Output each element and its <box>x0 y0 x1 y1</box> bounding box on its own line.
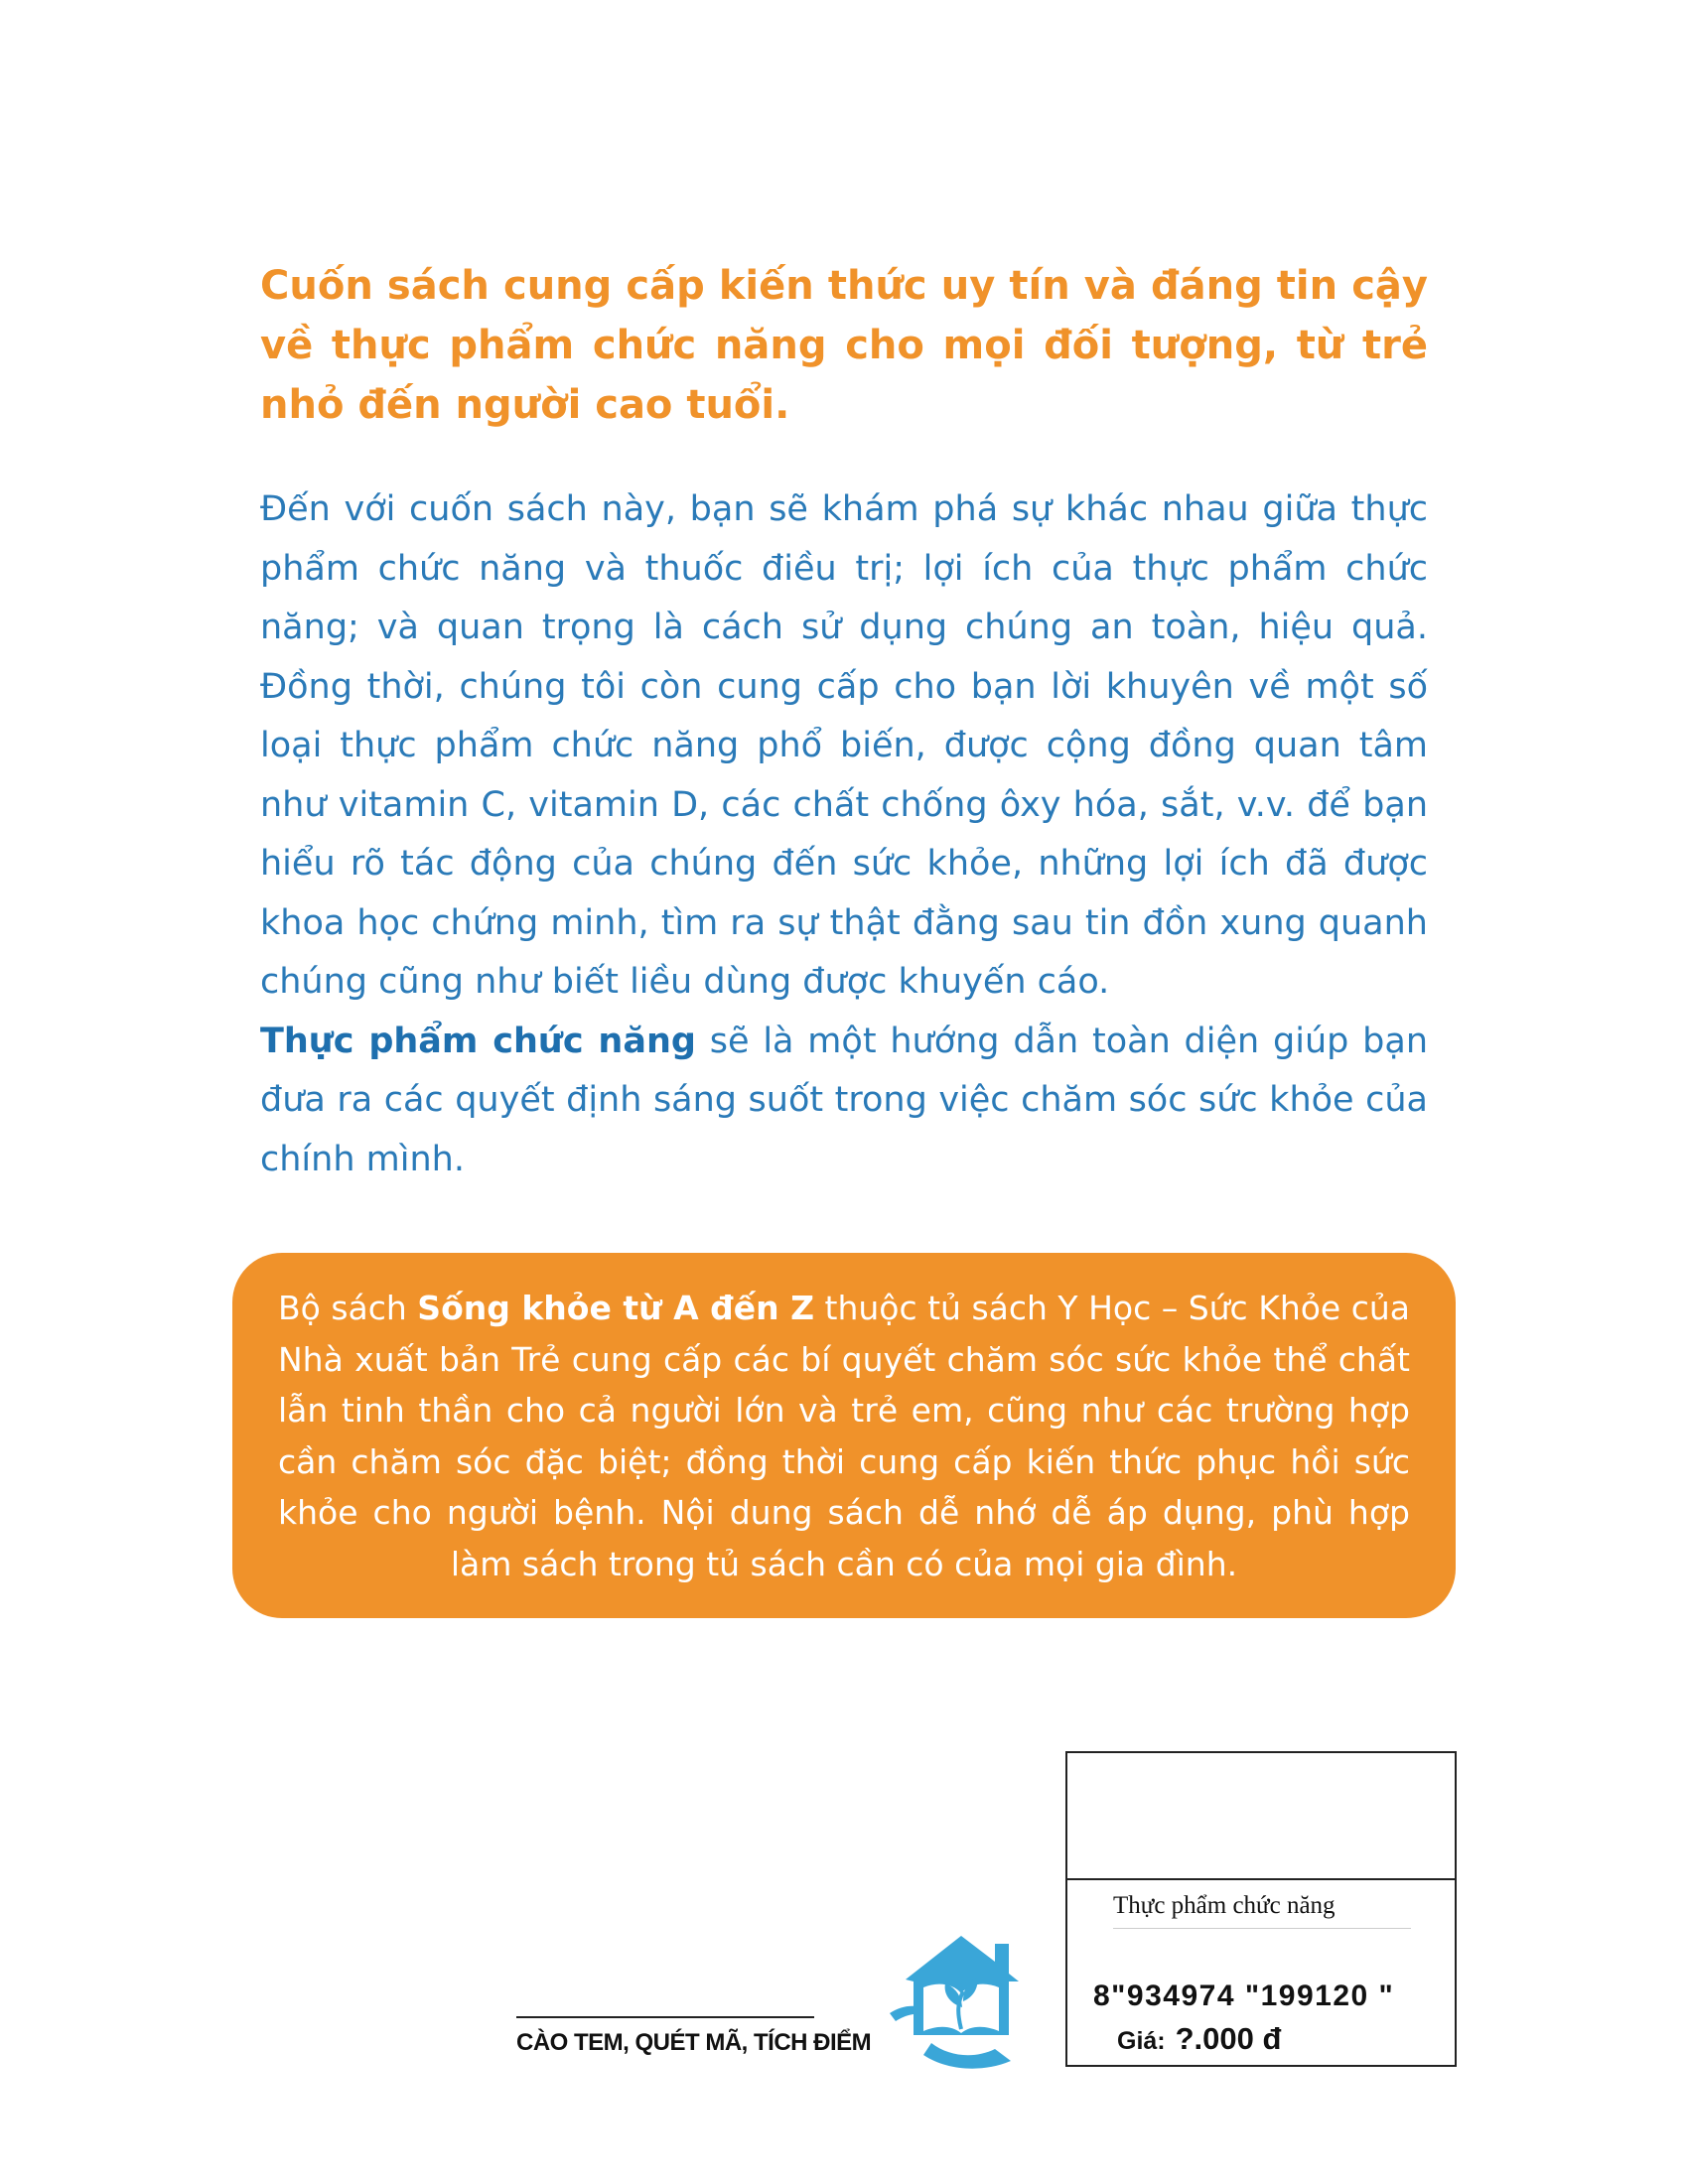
series-prefix: Bộ sách <box>278 1289 418 1327</box>
body-paragraph-2 <box>260 1013 1428 1190</box>
barcode-blank-area <box>1067 1753 1455 1880</box>
stamp-divider <box>516 2016 814 2018</box>
book-title-emphasis: Thực phẩm chức năng <box>260 1021 696 1061</box>
barcode-title-rule <box>1113 1928 1411 1929</box>
barcode-box <box>1065 1751 1457 2067</box>
series-description: thuộc tủ sách Y Học – Sức Khỏe của Nhà xuất bản Trẻ cung cấp các bí quyết chăm sóc sức khỏe thể chất lẫn tinh thần cho cả người lớn và trẻ em, cũng như các trường hợp cần chăm sóc đặc biệt; đồng thời cung cấp kiến thức phục hồi sức khỏe cho người bệnh. Nội dung sách dễ nhớ dễ áp dụng, phù hợp làm sách trong tủ sách cần có của mọi gia đình. <box>278 1289 1411 1583</box>
series-info-box <box>232 1253 1456 1618</box>
body-paragraph-2-text: sẽ là một hướng dẫn toàn diện giúp bạn đưa ra các quyết định sáng suốt trong việc chăm sóc sức khỏe của chính mình. <box>260 1021 1429 1179</box>
price-label: Giá: <box>1117 2027 1166 2055</box>
body-paragraph-1: Đến với cuốn sách này, bạn sẽ khám phá sự khác nhau giữa thực phẩm chức năng và thuốc điều trị; lợi ích của thực phẩm chức năng; và quan trọng là cách sử dụng chúng an toàn, hiệu quả. Đồng thời, chúng tôi còn cung cấp cho bạn lời khuyên về một số loại thực phẩm chức năng phổ biến, được cộng đồng quan tâm như vitamin C, vitamin D, các chất chống ôxy hóa, sắt, v.v. để bạn hiểu rõ tác động của chúng đến sức khỏe, những lợi ích đã được khoa học chứng minh, tìm ra sự thật đằng sau tin đồn xung quanh chúng cũng như biết liều dùng được khuyến cáo. <box>260 489 1428 1002</box>
body-text <box>260 480 1428 1189</box>
stamp-label: CÀO TEM, QUÉT MÃ, TÍCH ĐIỂM <box>516 2029 872 2056</box>
barcode-book-title: Thực phẩm chức năng <box>1113 1892 1336 1919</box>
series-name: Sống khỏe từ A đến Z <box>417 1289 815 1327</box>
publisher-logo-icon <box>884 1918 1039 2073</box>
isbn-number: 8"934974 "199120 " <box>1093 1979 1395 2012</box>
price-value: ?.000 đ <box>1175 2021 1282 2056</box>
headline: Cuốn sách cung cấp kiến thức uy tín và đáng tin cậy về thực phẩm chức năng cho mọi đối tượng, từ trẻ nhỏ đến người cao tuổi. <box>260 263 1428 428</box>
price-line <box>1117 2021 1281 2057</box>
